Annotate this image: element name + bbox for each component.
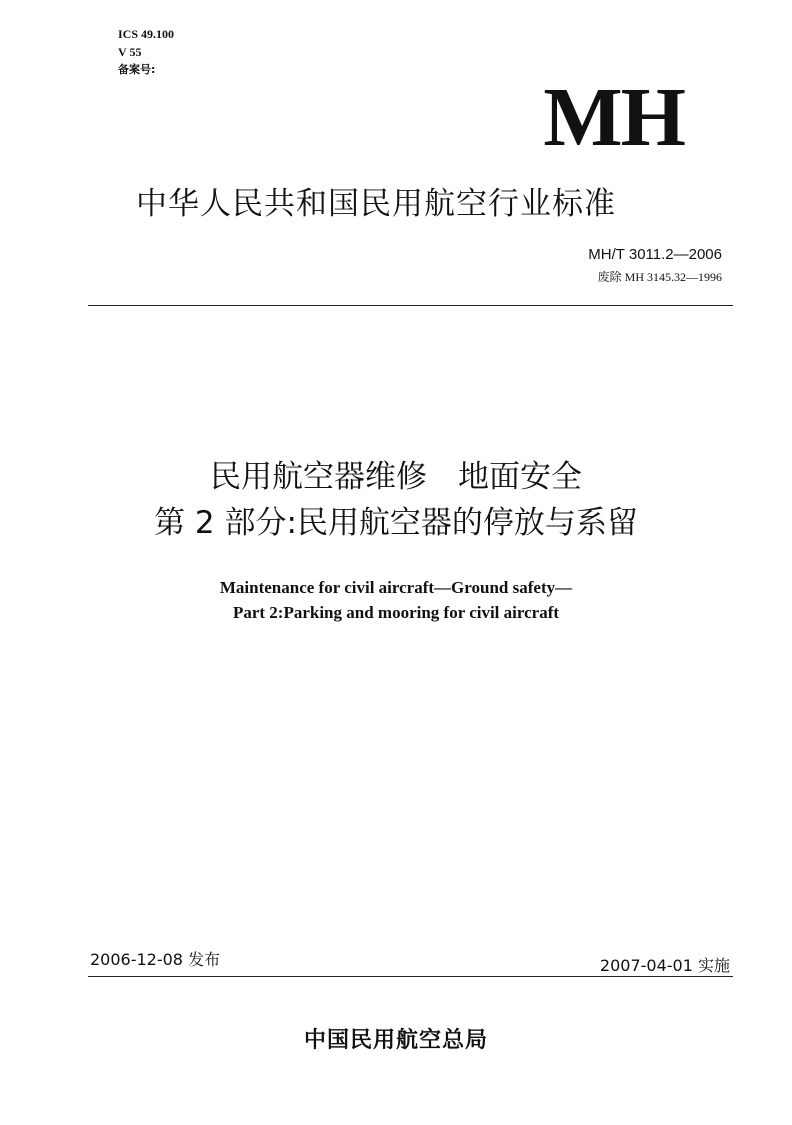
issue-date: 2006-12-08 发布	[90, 950, 221, 969]
issuing-authority: 中国民用航空总局	[303, 1027, 488, 1053]
top-divider	[88, 305, 733, 306]
document-title-cn-line2: 第 2 部分:民用航空器的停放与系留	[154, 505, 638, 541]
document-title-en-line1: Maintenance for civil aircraft—Ground safety—	[219, 578, 573, 597]
standard-number: MH/T 3011.2—2006	[588, 246, 722, 263]
document-title-cn-line1: 民用航空器维修 地面安全	[210, 459, 582, 495]
replaces-standard: 废除 MH 3145.32—1996	[597, 270, 722, 284]
record-number-label: 备案号:	[118, 63, 156, 76]
mh-logo: MH	[543, 71, 684, 164]
document-title-en-line2: Part 2:Parking and mooring for civil aircraft	[232, 603, 560, 622]
ics-code: ICS 49.100	[118, 27, 175, 41]
standard-title: 中华人民共和国民用航空行业标准	[136, 186, 616, 222]
implementation-date: 2007-04-01 实施	[599, 956, 730, 975]
bottom-divider	[88, 976, 733, 977]
classification-code: V 55	[118, 45, 142, 59]
